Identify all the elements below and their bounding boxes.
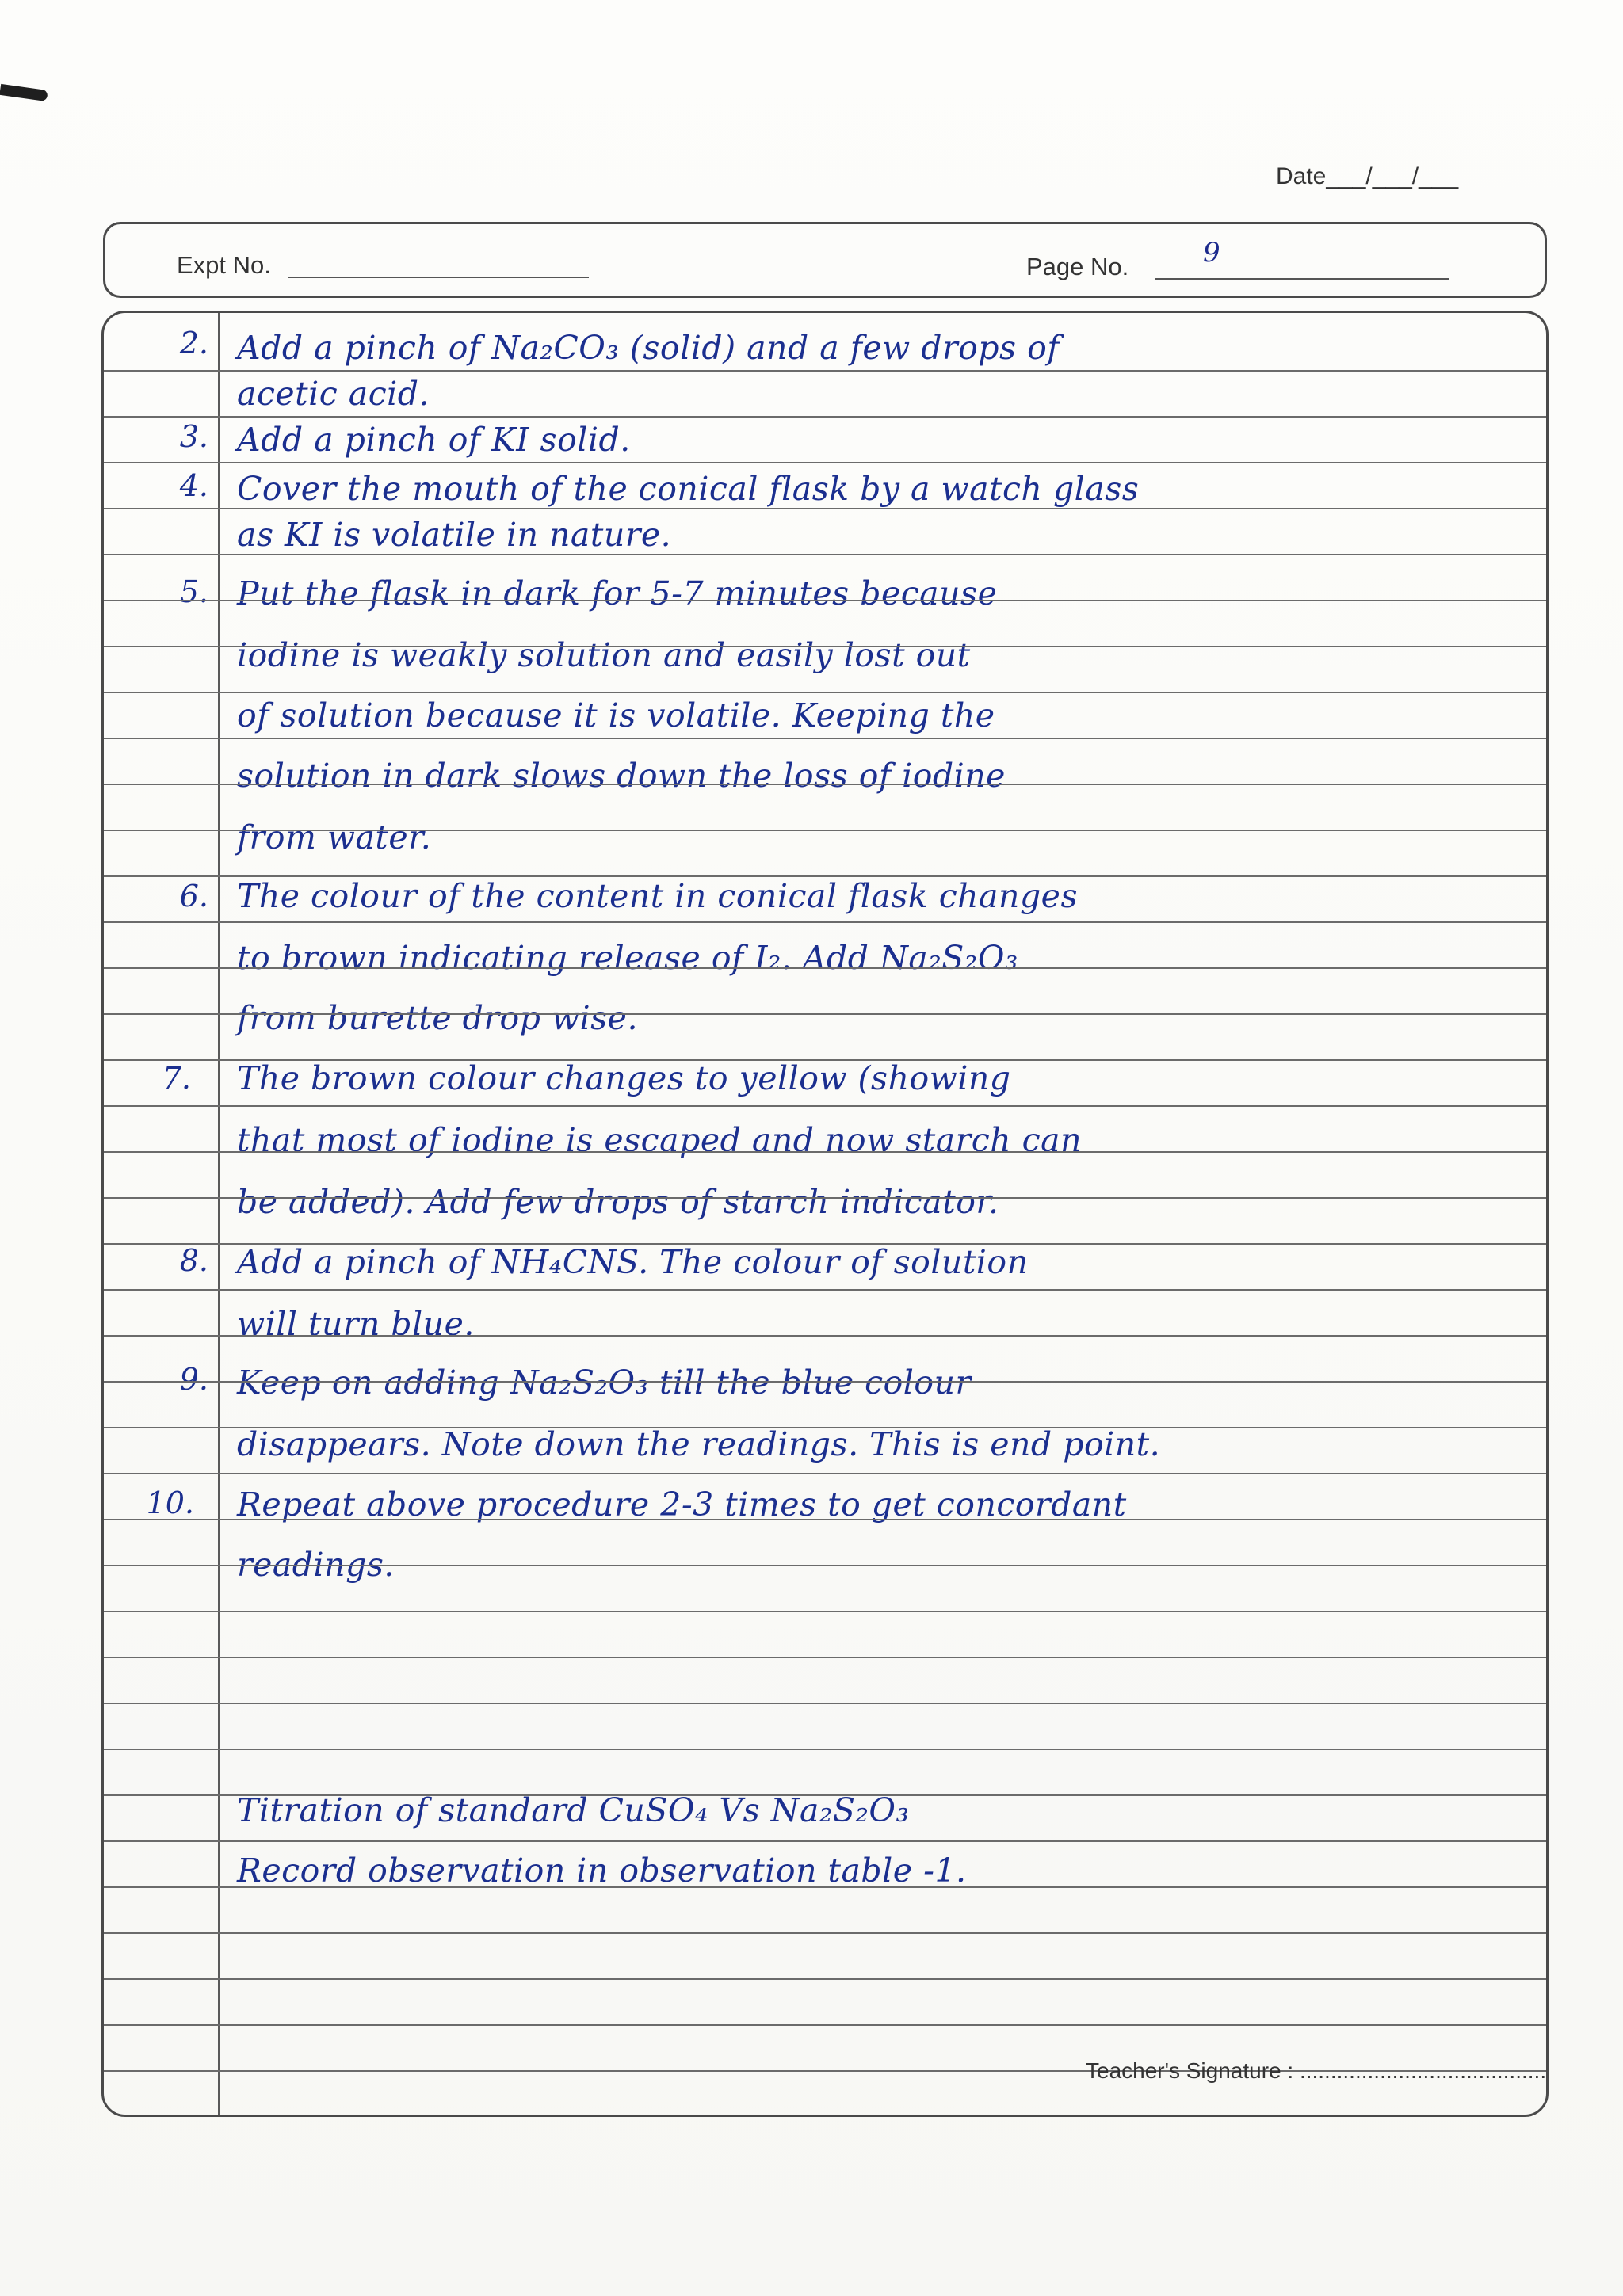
date-field: Date___/___/___ [1276,163,1459,189]
step-number: 4. [179,468,208,503]
step-number: 6. [179,879,208,913]
step-line: Repeat above procedure 2-3 times to get concordant [237,1486,1127,1524]
step-number: 7. [162,1061,191,1096]
ruled-line [104,600,1546,601]
ruled-line [104,1427,1546,1428]
ruled-line [104,1794,1546,1796]
ruled-line [104,875,1546,877]
step-line: Cover the mouth of the conical flask by a watch glass [237,470,1140,508]
step-number: 3. [179,419,208,454]
ruled-area [101,311,1549,2117]
corner-mark [0,84,48,101]
ruled-line [104,692,1546,693]
step-line: that most of iodine is escaped and now starch can [237,1121,1082,1159]
step-number: 9. [179,1362,208,1397]
ruled-line [104,1289,1546,1291]
step-number: 8. [179,1243,208,1278]
step-line: be added). Add few drops of starch indicator. [237,1183,999,1221]
margin-line [218,313,220,2115]
step-line: acetic acid. [237,375,430,413]
ruled-line [104,1519,1546,1520]
page-no-line [1155,278,1449,280]
step-number: 10. [146,1486,194,1520]
ruled-line [104,1749,1546,1750]
ruled-line [104,2024,1546,2026]
ruled-line [104,967,1546,969]
ruled-line [104,784,1546,785]
step-line: from water. [237,818,432,856]
ruled-line [104,1059,1546,1061]
ruled-line [104,1932,1546,1934]
step-line: solution in dark slows down the loss of iodine [237,757,1006,795]
ruled-line [104,1335,1546,1337]
step-line: Add a pinch of NH₄CNS. The colour of solution [237,1243,1029,1281]
ruled-line [104,1840,1546,1842]
ruled-line [104,1703,1546,1704]
ruled-line [104,738,1546,739]
step-line: iodine is weakly solution and easily lost out [237,636,971,674]
page-no-value: 9 [1203,237,1220,269]
expt-no-line [288,277,589,278]
ruled-line [104,1473,1546,1474]
observation-note: Record observation in observation table -1. [237,1852,967,1890]
step-number: 5. [179,574,208,609]
step-line: from burette drop wise. [237,999,638,1037]
ruled-line [104,1151,1546,1153]
step-line: to brown indicating release of I₂. Add Na₂S₂O₃ [237,939,1018,977]
titration-title: Titration of standard CuSO₄ Vs Na₂S₂O₃ [237,1791,910,1829]
step-line: Add a pinch of KI solid. [237,421,631,459]
ruled-line [104,416,1546,418]
step-line: as KI is volatile in nature. [237,516,672,554]
ruled-line [104,1013,1546,1015]
step-line: of solution because it is volatile. Keeping the [237,696,995,734]
step-line: The colour of the content in conical flask changes [237,877,1078,915]
ruled-line [104,830,1546,831]
ruled-line [104,1657,1546,1658]
ruled-line [104,370,1546,372]
step-line: will turn blue. [237,1305,475,1343]
step-line: Put the flask in dark for 5-7 minutes because [237,574,998,612]
ruled-line [104,646,1546,647]
ruled-line [104,1565,1546,1566]
ruled-line [104,554,1546,555]
step-line: disappears. Note down the readings. This is end point. [237,1425,1161,1463]
ruled-line [104,508,1546,509]
step-line: The brown colour changes to yellow (showing [237,1059,1011,1097]
ruled-line [104,462,1546,463]
ruled-line [104,1243,1546,1245]
ruled-line [104,921,1546,923]
step-number: 2. [179,326,208,360]
page-no-label: Page No. [1026,253,1129,280]
teacher-signature-label: Teacher's Signature : ........................................ [1086,2058,1547,2083]
step-line: Add a pinch of Na₂CO₃ (solid) and a few drops of [237,329,1060,367]
step-line: Keep on adding Na₂S₂O₃ till the blue colour [237,1363,972,1402]
expt-no-label: Expt No. [177,251,271,279]
ruled-line [104,1611,1546,1612]
step-line: readings. [237,1546,395,1584]
ruled-line [104,1105,1546,1107]
ruled-line [104,1886,1546,1888]
ruled-line [104,1197,1546,1199]
ruled-line [104,1978,1546,1980]
header-box [103,222,1547,298]
ruled-line [104,1381,1546,1383]
